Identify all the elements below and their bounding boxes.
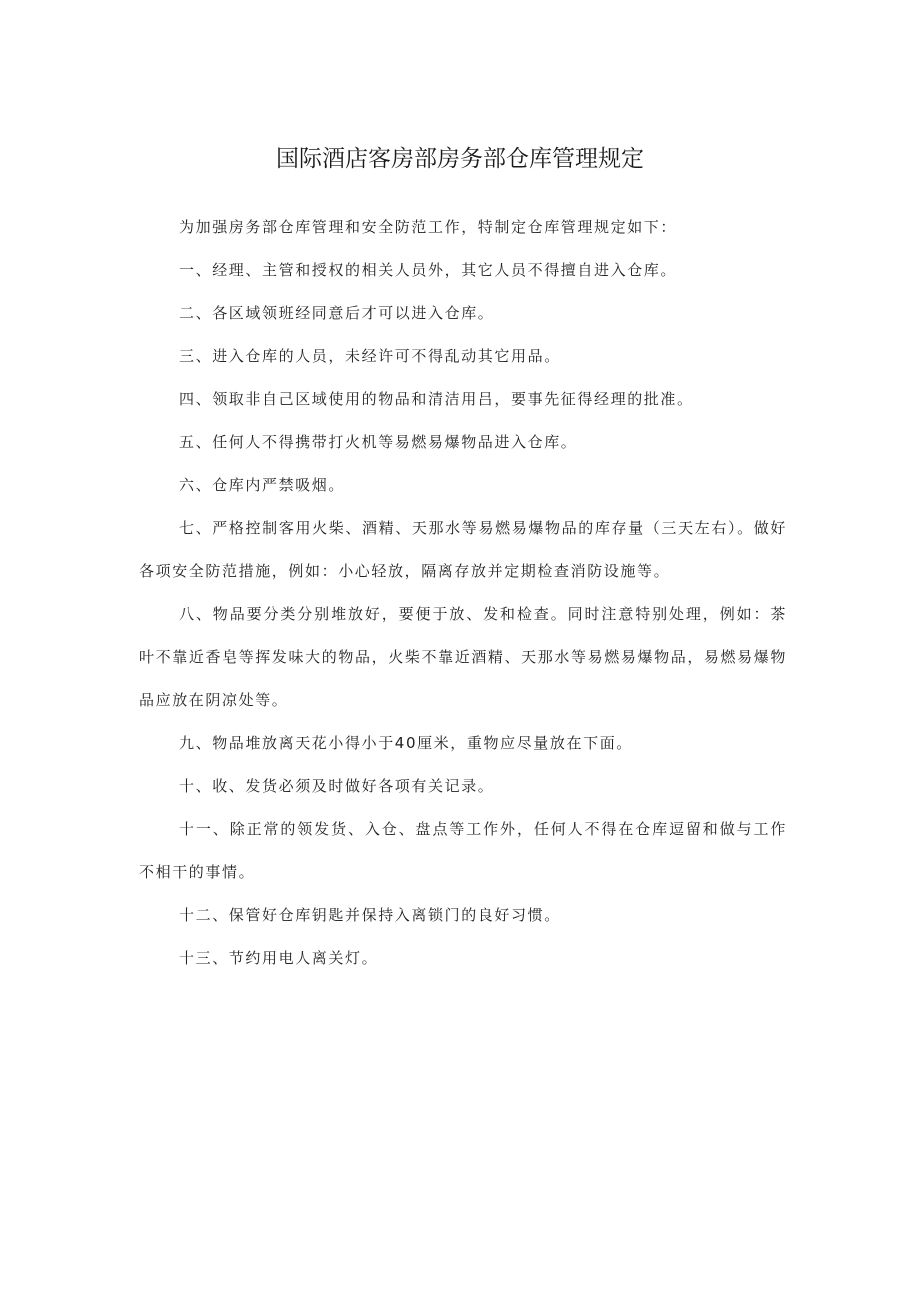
rule-12: 十二、保管好仓库钥匙并保持入离锁门的良好习惯。 — [179, 906, 561, 924]
document-body — [139, 206, 787, 980]
rule-6: 六、仓库内严禁吸烟。 — [179, 476, 346, 494]
rule-10: 十、收、发货必须及时做好各项有关记录。 — [179, 777, 495, 795]
intro-paragraph: 为加强房务部仓库管理和安全防范工作，特制定仓库管理规定如下： — [179, 218, 678, 236]
rule-13: 十三、节约用电人离关灯。 — [179, 949, 379, 967]
rule-3: 三、进入仓库的人员，未经许可不得乱动其它用品。 — [179, 347, 561, 365]
rule-1: 一、经理、主管和授权的相关人员外，其它人员不得擅自进入仓库。 — [179, 261, 678, 279]
rule-9: 九、物品堆放离天花小得小于40厘米，重物应尽量放在下面。 — [179, 734, 633, 752]
document-title: 国际酒店客房部房务部仓库管理规定 — [276, 146, 644, 172]
rule-11: 十一、除正常的领发货、入仓、盘点等工作外，任何人不得在仓库逗留和做与工作不相干的事情。 — [139, 820, 787, 881]
rule-2: 二、各区域领班经同意后才可以进入仓库。 — [179, 304, 495, 322]
rule-8: 八、物品要分类分别堆放好，要便于放、发和检查。同时注意特别处理，例如：茶叶不靠近香皂等挥发味大的物品，火柴不靠近酒精、天那水等易燃易爆物品，易燃易爆物品应放在阴凉处等。 — [139, 605, 787, 709]
rule-5: 五、任何人不得携带打火机等易燃易爆物品进入仓库。 — [179, 433, 578, 451]
rule-4: 四、领取非自己区域使用的物品和清洁用吕，要事先征得经理的批准。 — [179, 390, 694, 408]
rule-7: 七、严格控制客用火柴、酒精、天那水等易燃易爆物品的库存量（三天左右）。做好各项安全防范措施，例如：小心轻放，隔离存放并定期检查消防设施等。 — [139, 519, 787, 580]
